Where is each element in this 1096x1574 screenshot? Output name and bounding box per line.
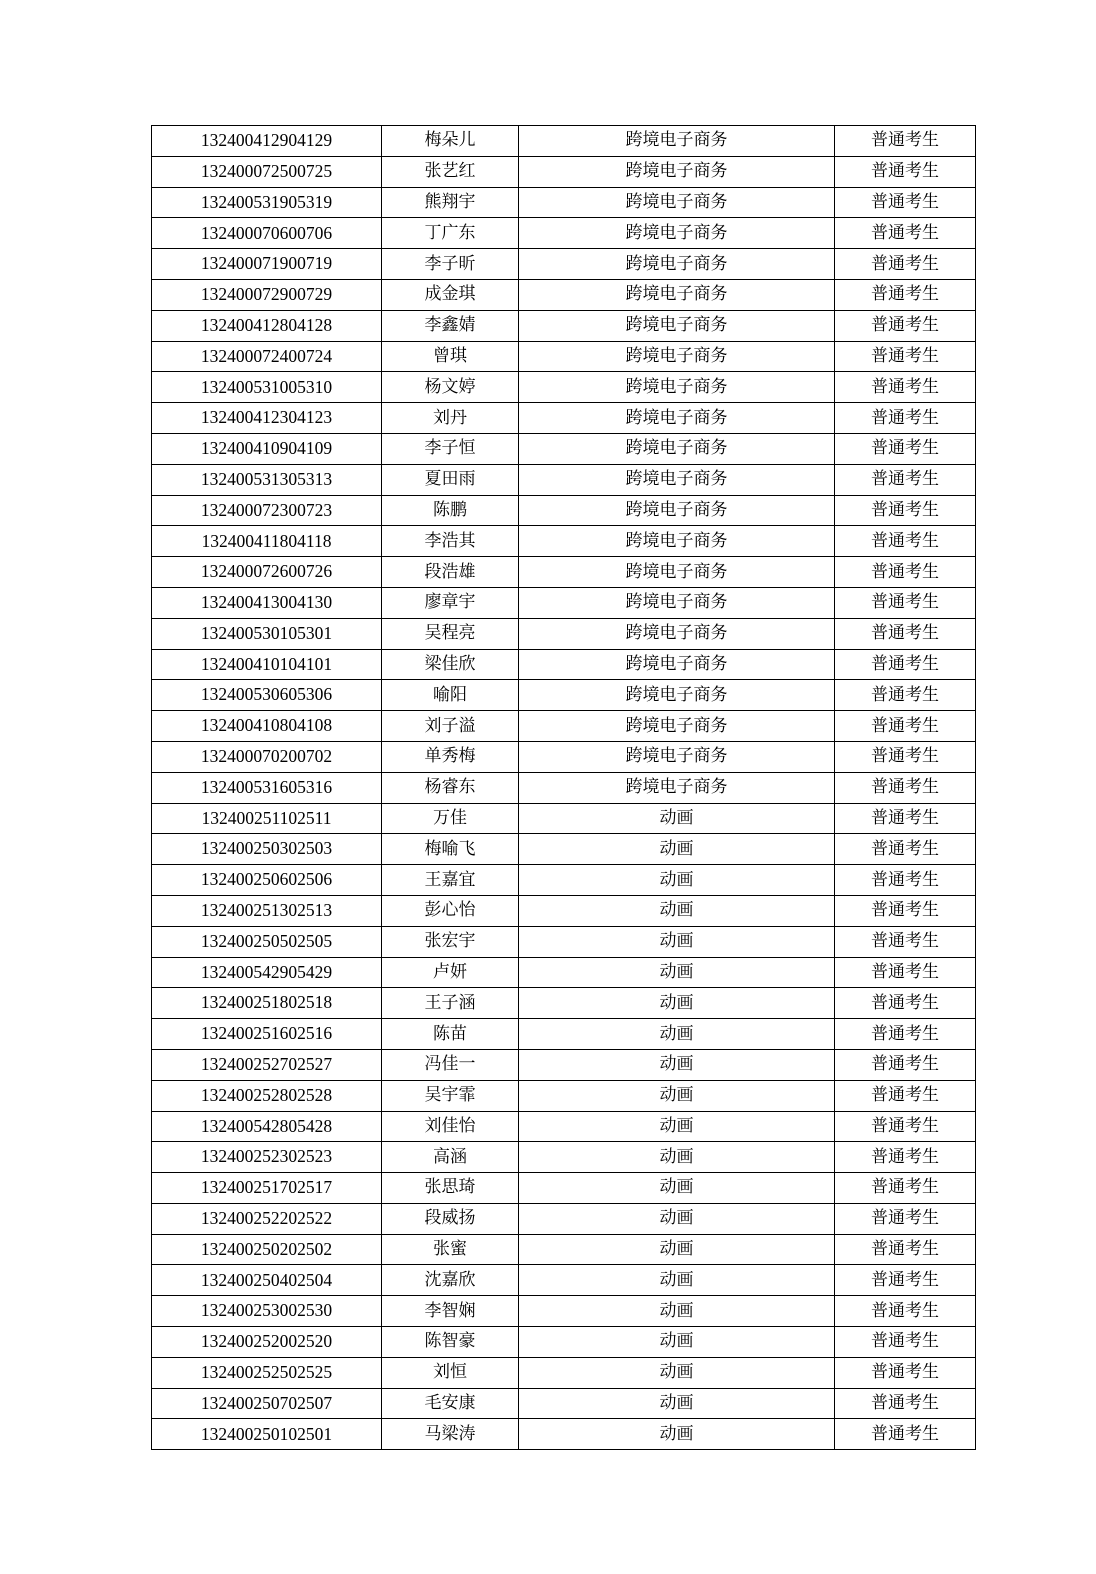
student-name-cell: 李子昕 (382, 249, 519, 280)
exam-number-cell: 132400252202522 (152, 1203, 382, 1234)
student-name-cell: 万佳 (382, 803, 519, 834)
major-cell: 跨境电子商务 (519, 126, 835, 157)
major-cell: 动画 (519, 1019, 835, 1050)
candidate-category-cell: 普通考生 (835, 1327, 976, 1358)
exam-number-cell: 132400410804108 (152, 711, 382, 742)
exam-number-cell: 132400250402504 (152, 1265, 382, 1296)
exam-number-cell: 132400250102501 (152, 1419, 382, 1450)
candidate-category-cell: 普通考生 (835, 218, 976, 249)
exam-number-cell: 132400412304123 (152, 403, 382, 434)
exam-number-cell: 132400531905319 (152, 187, 382, 218)
student-name-cell: 冯佳一 (382, 1049, 519, 1080)
exam-number-cell: 132400251302513 (152, 895, 382, 926)
table-row (152, 803, 976, 834)
student-name-cell: 彭心怡 (382, 895, 519, 926)
student-name-cell: 张宏宇 (382, 926, 519, 957)
candidate-category-cell: 普通考生 (835, 557, 976, 588)
exam-number-cell: 132400250702507 (152, 1388, 382, 1419)
table-row (152, 218, 976, 249)
major-cell: 跨境电子商务 (519, 711, 835, 742)
exam-number-cell: 132400250502505 (152, 926, 382, 957)
candidate-category-cell: 普通考生 (835, 1357, 976, 1388)
table-row (152, 711, 976, 742)
table-row (152, 680, 976, 711)
major-cell: 跨境电子商务 (519, 341, 835, 372)
student-name-cell: 沈嘉欣 (382, 1265, 519, 1296)
exam-number-cell: 132400070600706 (152, 218, 382, 249)
major-cell: 动画 (519, 1419, 835, 1450)
student-name-cell: 张思琦 (382, 1173, 519, 1204)
table-row (152, 279, 976, 310)
student-name-cell: 刘恒 (382, 1357, 519, 1388)
major-cell: 跨境电子商务 (519, 433, 835, 464)
candidate-category-cell: 普通考生 (835, 1111, 976, 1142)
candidate-category-cell: 普通考生 (835, 926, 976, 957)
student-name-cell: 刘佳怡 (382, 1111, 519, 1142)
major-cell: 动画 (519, 895, 835, 926)
exam-number-cell: 132400411804118 (152, 526, 382, 557)
exam-number-cell: 132400253002530 (152, 1296, 382, 1327)
student-name-cell: 喻阳 (382, 680, 519, 711)
student-name-cell: 卢妍 (382, 957, 519, 988)
student-name-cell: 熊翔宇 (382, 187, 519, 218)
candidate-category-cell: 普通考生 (835, 1265, 976, 1296)
major-cell: 跨境电子商务 (519, 156, 835, 187)
student-name-cell: 王子涵 (382, 988, 519, 1019)
exam-number-cell: 132400072400724 (152, 341, 382, 372)
candidate-category-cell: 普通考生 (835, 988, 976, 1019)
major-cell: 跨境电子商务 (519, 310, 835, 341)
major-cell: 动画 (519, 1203, 835, 1234)
candidate-category-cell: 普通考生 (835, 1234, 976, 1265)
student-name-cell: 马梁涛 (382, 1419, 519, 1450)
exam-number-cell: 132400250202502 (152, 1234, 382, 1265)
table-row (152, 187, 976, 218)
student-name-cell: 梅朵儿 (382, 126, 519, 157)
candidate-category-cell: 普通考生 (835, 711, 976, 742)
table-row (152, 988, 976, 1019)
candidate-category-cell: 普通考生 (835, 587, 976, 618)
student-name-cell: 杨文婷 (382, 372, 519, 403)
table-row (152, 1111, 976, 1142)
exam-number-cell: 132400252002520 (152, 1327, 382, 1358)
major-cell: 跨境电子商务 (519, 557, 835, 588)
major-cell: 动画 (519, 803, 835, 834)
table-row (152, 1419, 976, 1450)
exam-number-cell: 132400542805428 (152, 1111, 382, 1142)
candidate-category-cell: 普通考生 (835, 649, 976, 680)
exam-number-cell: 132400251802518 (152, 988, 382, 1019)
major-cell: 动画 (519, 1049, 835, 1080)
major-cell: 跨境电子商务 (519, 464, 835, 495)
table-row (152, 1327, 976, 1358)
candidate-category-cell: 普通考生 (835, 1049, 976, 1080)
exam-number-cell: 132400410904109 (152, 433, 382, 464)
candidate-category-cell: 普通考生 (835, 618, 976, 649)
exam-number-cell: 132400070200702 (152, 741, 382, 772)
exam-number-cell: 132400252802528 (152, 1080, 382, 1111)
student-name-cell: 刘丹 (382, 403, 519, 434)
major-cell: 动画 (519, 1111, 835, 1142)
major-cell: 动画 (519, 1327, 835, 1358)
exam-number-cell: 132400531305313 (152, 464, 382, 495)
exam-number-cell: 132400412804128 (152, 310, 382, 341)
table-row (152, 772, 976, 803)
student-name-cell: 吴宇霏 (382, 1080, 519, 1111)
candidate-category-cell: 普通考生 (835, 834, 976, 865)
table-row (152, 618, 976, 649)
exam-number-cell: 132400250302503 (152, 834, 382, 865)
table-row (152, 464, 976, 495)
major-cell: 动画 (519, 926, 835, 957)
student-name-cell: 陈苗 (382, 1019, 519, 1050)
candidate-category-cell: 普通考生 (835, 310, 976, 341)
table-row (152, 649, 976, 680)
table-row (152, 1388, 976, 1419)
table-row (152, 557, 976, 588)
exam-number-cell: 132400531605316 (152, 772, 382, 803)
student-name-cell: 杨睿东 (382, 772, 519, 803)
exam-number-cell: 132400542905429 (152, 957, 382, 988)
table-row (152, 372, 976, 403)
candidate-category-cell: 普通考生 (835, 1080, 976, 1111)
roster-table-body (152, 126, 976, 1450)
candidate-category-cell: 普通考生 (835, 495, 976, 526)
candidate-category-cell: 普通考生 (835, 772, 976, 803)
table-row (152, 1080, 976, 1111)
major-cell: 动画 (519, 1265, 835, 1296)
candidate-category-cell: 普通考生 (835, 803, 976, 834)
candidate-category-cell: 普通考生 (835, 1019, 976, 1050)
student-name-cell: 丁广东 (382, 218, 519, 249)
table-row (152, 741, 976, 772)
candidate-category-cell: 普通考生 (835, 526, 976, 557)
major-cell: 跨境电子商务 (519, 772, 835, 803)
student-name-cell: 夏田雨 (382, 464, 519, 495)
candidate-category-cell: 普通考生 (835, 464, 976, 495)
major-cell: 跨境电子商务 (519, 218, 835, 249)
student-name-cell: 成金琪 (382, 279, 519, 310)
student-name-cell: 廖章宇 (382, 587, 519, 618)
student-name-cell: 毛安康 (382, 1388, 519, 1419)
exam-number-cell: 132400072900729 (152, 279, 382, 310)
candidate-category-cell: 普通考生 (835, 1142, 976, 1173)
student-name-cell: 陈智豪 (382, 1327, 519, 1358)
exam-number-cell: 132400072600726 (152, 557, 382, 588)
major-cell: 动画 (519, 1080, 835, 1111)
student-name-cell: 刘子溢 (382, 711, 519, 742)
table-row (152, 834, 976, 865)
major-cell: 跨境电子商务 (519, 587, 835, 618)
candidate-category-cell: 普通考生 (835, 865, 976, 896)
exam-number-cell: 132400413004130 (152, 587, 382, 618)
student-name-cell: 李鑫婧 (382, 310, 519, 341)
student-name-cell: 单秀梅 (382, 741, 519, 772)
table-row (152, 1019, 976, 1050)
table-row (152, 403, 976, 434)
candidate-category-cell: 普通考生 (835, 433, 976, 464)
student-name-cell: 张蜜 (382, 1234, 519, 1265)
candidate-category-cell: 普通考生 (835, 249, 976, 280)
student-name-cell: 梁佳欣 (382, 649, 519, 680)
candidate-category-cell: 普通考生 (835, 156, 976, 187)
candidate-category-cell: 普通考生 (835, 1388, 976, 1419)
major-cell: 动画 (519, 1142, 835, 1173)
major-cell: 动画 (519, 988, 835, 1019)
candidate-category-cell: 普通考生 (835, 680, 976, 711)
candidate-category-cell: 普通考生 (835, 1173, 976, 1204)
student-name-cell: 吴程亮 (382, 618, 519, 649)
candidate-category-cell: 普通考生 (835, 1419, 976, 1450)
table-row (152, 895, 976, 926)
major-cell: 跨境电子商务 (519, 618, 835, 649)
student-name-cell: 张艺红 (382, 156, 519, 187)
major-cell: 跨境电子商务 (519, 680, 835, 711)
student-name-cell: 梅喻飞 (382, 834, 519, 865)
candidate-category-cell: 普通考生 (835, 957, 976, 988)
table-row (152, 1265, 976, 1296)
student-name-cell: 段威扬 (382, 1203, 519, 1234)
exam-number-cell: 132400072300723 (152, 495, 382, 526)
table-row (152, 249, 976, 280)
student-name-cell: 李浩其 (382, 526, 519, 557)
major-cell: 跨境电子商务 (519, 372, 835, 403)
student-name-cell: 段浩雄 (382, 557, 519, 588)
major-cell: 动画 (519, 1173, 835, 1204)
exam-number-cell: 132400251602516 (152, 1019, 382, 1050)
table-row (152, 1296, 976, 1327)
major-cell: 动画 (519, 957, 835, 988)
exam-number-cell: 132400252502525 (152, 1357, 382, 1388)
table-row (152, 526, 976, 557)
table-row (152, 156, 976, 187)
table-row (152, 1173, 976, 1204)
student-name-cell: 李智娴 (382, 1296, 519, 1327)
exam-number-cell: 132400071900719 (152, 249, 382, 280)
exam-number-cell: 132400531005310 (152, 372, 382, 403)
student-name-cell: 曾琪 (382, 341, 519, 372)
table-row (152, 310, 976, 341)
exam-number-cell: 132400252302523 (152, 1142, 382, 1173)
table-row (152, 865, 976, 896)
table-row (152, 495, 976, 526)
candidate-category-cell: 普通考生 (835, 341, 976, 372)
student-name-cell: 王嘉宜 (382, 865, 519, 896)
candidate-category-cell: 普通考生 (835, 126, 976, 157)
exam-number-cell: 132400072500725 (152, 156, 382, 187)
candidate-category-cell: 普通考生 (835, 895, 976, 926)
major-cell: 跨境电子商务 (519, 249, 835, 280)
exam-number-cell: 132400410104101 (152, 649, 382, 680)
exam-number-cell: 132400252702527 (152, 1049, 382, 1080)
admission-roster-table (151, 125, 976, 1450)
table-row (152, 341, 976, 372)
table-row (152, 1234, 976, 1265)
candidate-category-cell: 普通考生 (835, 372, 976, 403)
table-row (152, 1203, 976, 1234)
exam-number-cell: 132400530605306 (152, 680, 382, 711)
candidate-category-cell: 普通考生 (835, 1203, 976, 1234)
student-name-cell: 陈鹏 (382, 495, 519, 526)
table-row (152, 1142, 976, 1173)
major-cell: 跨境电子商务 (519, 279, 835, 310)
student-name-cell: 李子恒 (382, 433, 519, 464)
major-cell: 动画 (519, 1357, 835, 1388)
major-cell: 跨境电子商务 (519, 495, 835, 526)
exam-number-cell: 132400251102511 (152, 803, 382, 834)
major-cell: 跨境电子商务 (519, 187, 835, 218)
major-cell: 跨境电子商务 (519, 649, 835, 680)
table-row (152, 587, 976, 618)
table-row (152, 1357, 976, 1388)
exam-number-cell: 132400412904129 (152, 126, 382, 157)
table-row (152, 926, 976, 957)
table-row (152, 433, 976, 464)
major-cell: 跨境电子商务 (519, 403, 835, 434)
major-cell: 动画 (519, 865, 835, 896)
table-row (152, 126, 976, 157)
major-cell: 跨境电子商务 (519, 526, 835, 557)
exam-number-cell: 132400530105301 (152, 618, 382, 649)
exam-number-cell: 132400251702517 (152, 1173, 382, 1204)
student-name-cell: 高涵 (382, 1142, 519, 1173)
table-row (152, 957, 976, 988)
major-cell: 动画 (519, 834, 835, 865)
major-cell: 动画 (519, 1234, 835, 1265)
major-cell: 动画 (519, 1388, 835, 1419)
exam-number-cell: 132400250602506 (152, 865, 382, 896)
candidate-category-cell: 普通考生 (835, 1296, 976, 1327)
candidate-category-cell: 普通考生 (835, 403, 976, 434)
major-cell: 跨境电子商务 (519, 741, 835, 772)
candidate-category-cell: 普通考生 (835, 187, 976, 218)
table-row (152, 1049, 976, 1080)
candidate-category-cell: 普通考生 (835, 741, 976, 772)
candidate-category-cell: 普通考生 (835, 279, 976, 310)
major-cell: 动画 (519, 1296, 835, 1327)
